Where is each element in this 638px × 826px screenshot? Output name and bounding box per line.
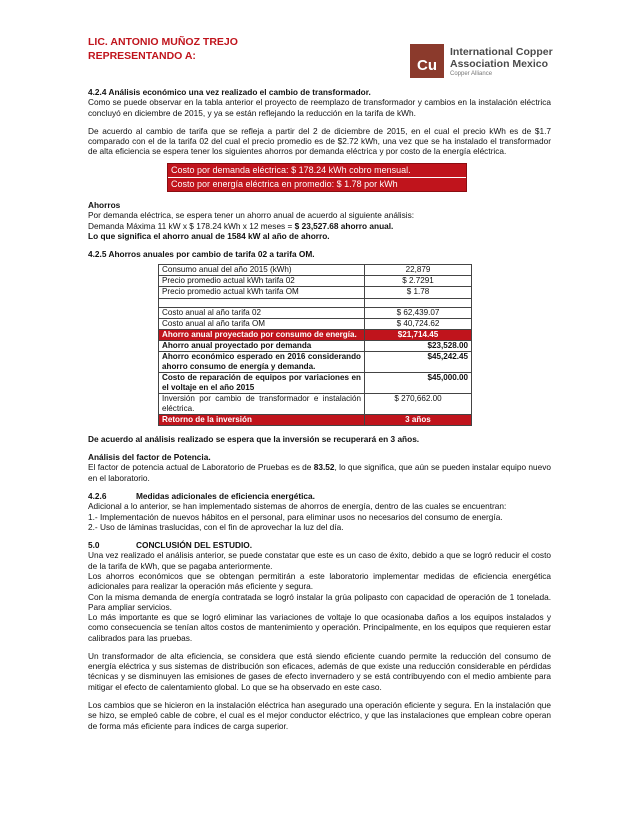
section-50-title bbox=[88, 540, 551, 550]
power-factor-title: Análisis del factor de Potencia. bbox=[88, 452, 211, 463]
table-row-label: Ahorro anual proyectado por consumo de energía. bbox=[159, 329, 365, 340]
table-row bbox=[159, 393, 472, 414]
section-424-paragraph-1: Como se puede observar en la tabla anterior el proyecto de reemplazo de transformador y cambios en la instalación eléctrica concluyó en diciembre de 2015, y ya se están reflejando la reducción en la tarifa de kWh. bbox=[88, 97, 551, 118]
section-426-number: 4.2.6 bbox=[88, 490, 107, 501]
table-row-label: Consumo anual del año 2015 (kWh) bbox=[159, 265, 365, 276]
table-row-value: $23,528.00 bbox=[365, 340, 472, 351]
section-425-title: 4.2.5 Ahorros anuales por cambio de tarifa 02 a tarifa OM. bbox=[88, 249, 315, 260]
conclusion-paragraph-2: Los ahorros económicos que se obtengan permitirán a este laboratorio implementar medidas de eficiencia energética adicionales para realizar la operación más eficiente y segura. bbox=[88, 570, 551, 592]
table-row-value: 3 años bbox=[365, 414, 472, 425]
investment-conclusion: De acuerdo al análisis realizado se espera que la inversión se recuperará en 3 años. bbox=[88, 433, 420, 444]
table-row-value: $45,000.00 bbox=[365, 372, 472, 393]
section-426-line-2: 1.- Implementación de nuevos hábitos en el personal, para eliminar usos no necesarios del consumo de energía. bbox=[88, 511, 503, 522]
table-row bbox=[159, 372, 472, 393]
table-row-value: $ 2.7291 bbox=[365, 276, 472, 287]
conclusion-paragraph-1: Una vez realizado el análisis anterior, se puede constatar que este es un caso de éxito, debido a que se logró reducir el costo de la tarifa de kWh, que se pagaba anteriormente. bbox=[88, 550, 551, 571]
section-426-title bbox=[88, 491, 551, 501]
table-row-label: Costo de reparación de equipos por variaciones en el voltaje en el año 2015 bbox=[159, 372, 365, 393]
logo-name-line1: International Copper bbox=[450, 46, 553, 58]
power-factor-value: 83.52 bbox=[313, 462, 335, 473]
table-row-label: Costo anual al año tarifa 02 bbox=[159, 307, 365, 318]
power-factor-text-a: El factor de potencia actual de Laboratorio de Pruebas es de bbox=[88, 462, 314, 473]
icca-logo bbox=[410, 44, 560, 88]
logo-name bbox=[450, 46, 553, 70]
section-50-heading: CONCLUSIÓN DEL ESTUDIO. bbox=[136, 540, 253, 551]
logo-name-line2: Association Mexico bbox=[450, 58, 549, 71]
table-row-label: Costo anual al año tarifa OM bbox=[159, 318, 365, 329]
demand-cost-line: Costo por demanda eléctrica: $ 178.24 kWh cobro mensual. bbox=[168, 164, 466, 178]
section-426-line-1: Adicional a lo anterior, se han implementado sistemas de ahorros de energía, dentro de las cuales se encuentran: bbox=[88, 501, 507, 512]
ahorros-line-3: Lo que significa el ahorro anual de 1584 kW al año de ahorro. bbox=[88, 230, 330, 241]
section-424-title: 4.2.4 Análisis económico una vez realizado el cambio de transformador. bbox=[88, 87, 371, 97]
ahorros-line-1: Por demanda eléctrica, se espera tener un ahorro anual de acuerdo al siguiente análisis: bbox=[88, 210, 415, 221]
logo-subtitle: Copper Alliance bbox=[450, 71, 493, 77]
table-row-value: $21,714.45 bbox=[365, 329, 472, 340]
power-factor-text bbox=[88, 462, 551, 483]
section-424-paragraph-2: De acuerdo al cambio de tarifa que se refleja a partir del 2 de diciembre de 2015, en el cual el precio kWh es de $1.7 comparado con el de la tarifa 02 del cual el precio promedio es de $2.72 kWh, una vez que se ha instalado el transformador de alta eficiencia se espera tener los siguientes ahorros por demanda eléctrica y por costo de la energía eléctrica. bbox=[88, 125, 551, 157]
document-body bbox=[88, 87, 551, 731]
table-row-value: $ 40,724.62 bbox=[365, 318, 472, 329]
power-factor-text-c: , lo que significa, que aún se pueden instalar equipo nuevo en el laboratorio. bbox=[88, 462, 551, 483]
copper-symbol-icon: Cu bbox=[410, 44, 444, 78]
table-row-value: $ 62,439.07 bbox=[365, 307, 472, 318]
table-row bbox=[159, 414, 472, 425]
table-row-value: $ 270,662.00 bbox=[365, 393, 472, 414]
conclusion-paragraph-4: Lo más importante es que se logró eliminar las variaciones de voltaje lo que ocasionaba daños a los equipos instalados y como consecuencia se tenían altos costos de mantenimiento y operación. Principalmente, en los equipos que requieren estar calibrados para las pruebas. bbox=[88, 612, 551, 643]
table-row-value bbox=[365, 298, 472, 307]
table-row-label: Retorno de la inversión bbox=[159, 414, 365, 425]
table-row-value: $ 1.78 bbox=[365, 287, 472, 298]
table-row-label: Ahorro anual proyectado por demanda bbox=[159, 340, 365, 351]
ahorros-result: $ 23,527.68 ahorro anual. bbox=[294, 220, 394, 231]
table-row bbox=[159, 340, 472, 351]
conclusion-paragraph-3: Con la misma demanda de energía contratada se logró instalar la grúa polipasto con capacidad de operación de 1 tonelada. Para ampliar servicios. bbox=[88, 591, 551, 612]
ahorros-line-2 bbox=[88, 221, 551, 231]
table-row-label: Ahorro económico esperado en 2016 considerando ahorro consumo de energía y demanda. bbox=[159, 351, 365, 372]
table-row-label: Precio promedio actual kWh tarifa OM bbox=[159, 287, 365, 298]
table-row bbox=[159, 351, 472, 372]
table-row bbox=[159, 265, 472, 276]
document-header bbox=[88, 36, 238, 63]
savings-table bbox=[158, 264, 472, 425]
author-name: LIC. ANTONIO MUÑOZ TREJO bbox=[88, 36, 238, 48]
table-row bbox=[159, 287, 472, 298]
table-row-value: $45,242.45 bbox=[365, 351, 472, 372]
energy-cost-line: Costo por energía eléctrica en promedio: $ 1.78 por kWh bbox=[171, 178, 398, 189]
table-row bbox=[159, 329, 472, 340]
table-row bbox=[159, 307, 472, 318]
ahorros-title: Ahorros bbox=[88, 200, 121, 210]
ahorros-formula: Demanda Máxima 11 kW x $ 178.24 kWh x 12 meses = bbox=[88, 220, 295, 231]
table-row-label bbox=[159, 298, 365, 307]
conclusion-paragraph-5: Un transformador de alta eficiencia, se considera que está siendo eficiente cuando permite la reducción del consumo de energía eléctrica y sus sistemas de distribución son eficaces, además de que existe una reducción considerable en pérdidas técnicas y se disminuyen las emisiones de gases de efecto invernadero y se está contribuyendo con el medio ambiente para mitigar el efecto de calentamiento global. Lo que se ha observado en este caso. bbox=[88, 650, 551, 692]
section-50-number: 5.0 bbox=[88, 540, 100, 551]
table-row bbox=[159, 318, 472, 329]
table-row-value: 22,879 bbox=[365, 265, 472, 276]
table-row-label: Precio promedio actual kWh tarifa 02 bbox=[159, 276, 365, 287]
section-426-line-3: 2.- Uso de láminas traslucidas, con el fin de aprovechar la luz del día. bbox=[88, 521, 344, 532]
table-row bbox=[159, 298, 472, 307]
cost-highlight-box bbox=[167, 163, 467, 192]
table-row bbox=[159, 276, 472, 287]
conclusion-paragraph-6: Los cambios que se hicieron en la instalación eléctrica han asegurado una operación eficiente y segura. En la instalación que se hizo, se empleó cable de cobre, el cual es el mejor conductor eléctrico, y que las instalaciones que emplean cobre operan de forma más eficiente para índices de carga superior. bbox=[88, 700, 551, 731]
table-row-label: Inversión por cambio de transformador e instalación eléctrica. bbox=[159, 393, 365, 414]
representing-label: REPRESENTANDO A: bbox=[88, 49, 196, 62]
section-426-heading: Medidas adicionales de eficiencia energética. bbox=[136, 490, 315, 501]
